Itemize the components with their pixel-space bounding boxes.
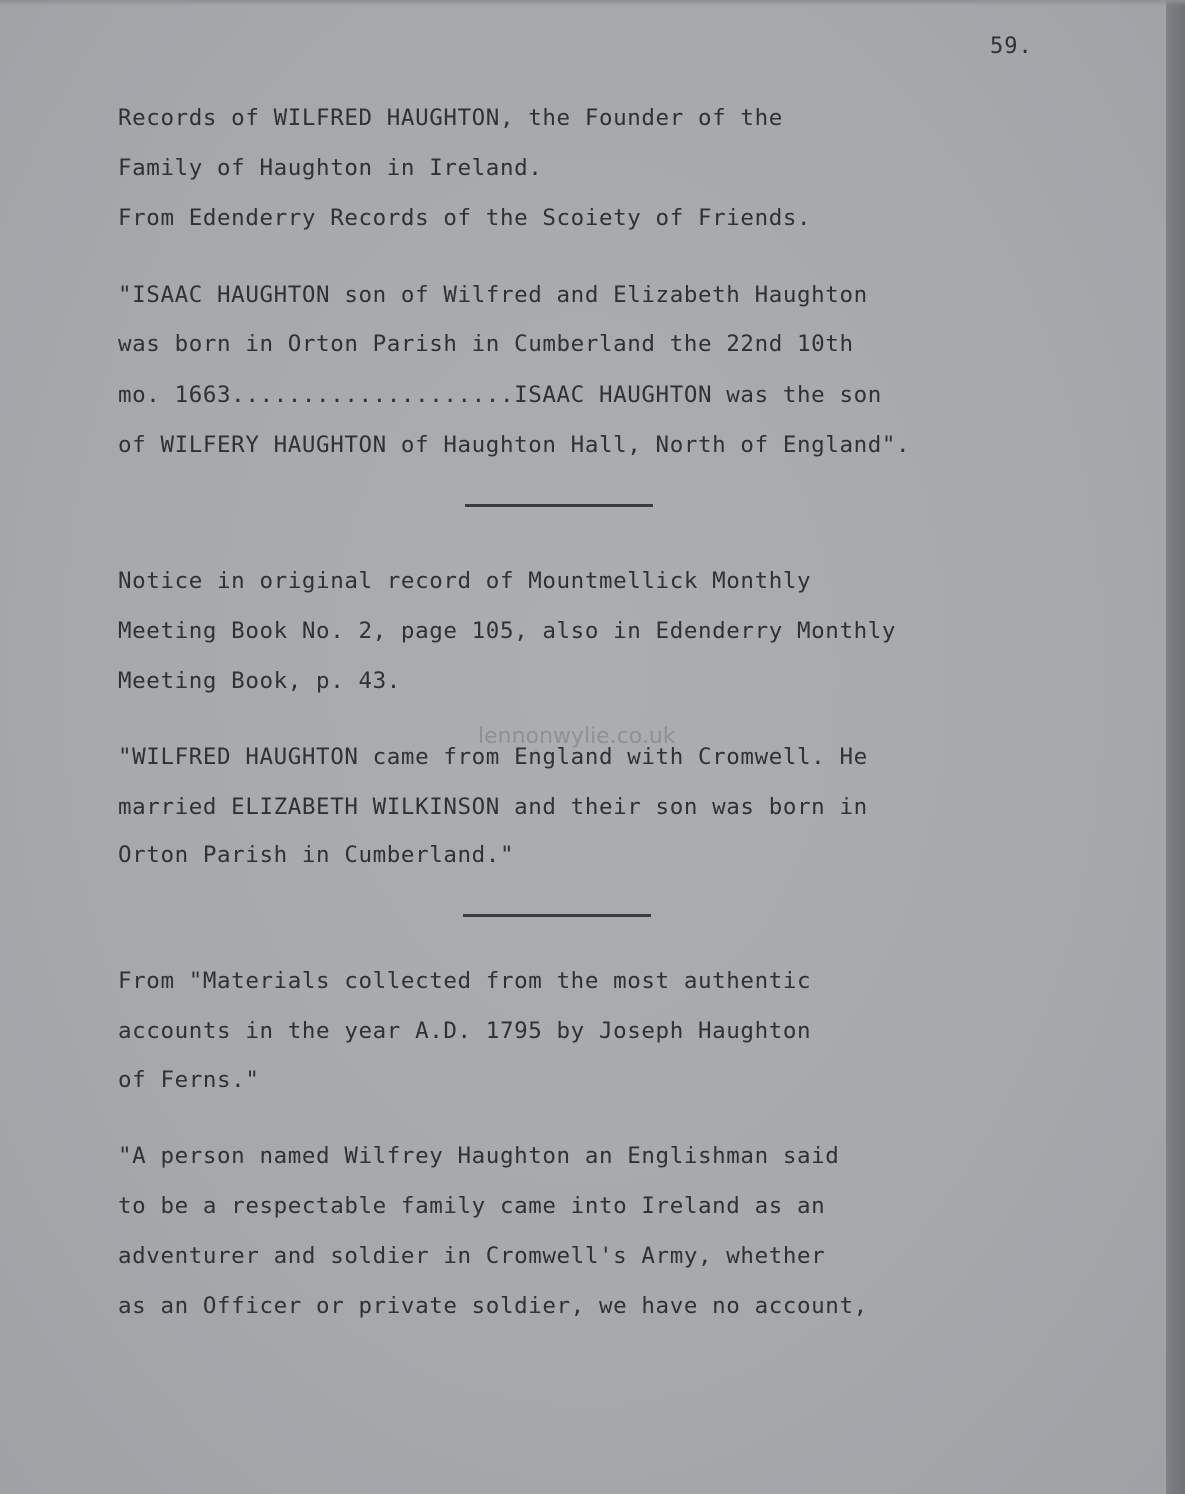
header-line-2: Family of Haughton in Ireland.: [118, 155, 543, 181]
quote3-line-2: to be a respectable family came into Ireland as an: [118, 1193, 826, 1219]
quote1-line-1: "ISAAC HAUGHTON son of Wilfred and Elizabeth Haughton: [118, 282, 868, 308]
page-top-shadow: [0, 0, 1185, 6]
quote3-line-1: "A person named Wilfrey Haughton an Englishman said: [118, 1143, 840, 1169]
header-line-1: Records of WILFRED HAUGHTON, the Founder of the: [118, 105, 783, 131]
materials-line-3: of Ferns.": [118, 1067, 260, 1093]
quote3-line-3: adventurer and soldier in Cromwell's Army, whether: [118, 1243, 826, 1269]
notice-line-2: Meeting Book No. 2, page 105, also in Edenderry Monthly: [118, 618, 897, 644]
page-number: 59.: [990, 34, 1033, 59]
page-edge: [1166, 0, 1185, 1494]
materials-line-1: From "Materials collected from the most authentic: [118, 968, 812, 994]
materials-line-2: accounts in the year A.D. 1795 by Joseph Haughton: [118, 1018, 812, 1044]
section-divider-2: [463, 914, 651, 917]
quote1-line-2: was born in Orton Parish in Cumberland the 22nd 10th: [118, 331, 854, 357]
quote2-line-3: Orton Parish in Cumberland.": [118, 842, 515, 868]
quote2-line-1: "WILFRED HAUGHTON came from England with Cromwell. He: [118, 744, 868, 770]
quote3-line-4: as an Officer or private soldier, we have no account,: [118, 1293, 868, 1319]
notice-line-1: Notice in original record of Mountmellick Monthly: [118, 568, 812, 594]
quote1-line-3: mo. 1663....................ISAAC HAUGHTON was the son: [118, 382, 882, 408]
quote1-line-4: of WILFERY HAUGHTON of Haughton Hall, North of England".: [118, 432, 911, 458]
section-divider-1: [465, 504, 653, 507]
notice-line-3: Meeting Book, p. 43.: [118, 668, 401, 694]
quote2-line-2: married ELIZABETH WILKINSON and their son was born in: [118, 794, 868, 820]
header-line-3: From Edenderry Records of the Scoiety of Friends.: [118, 205, 812, 231]
watermark: lennonwylie.co.uk: [478, 724, 676, 749]
